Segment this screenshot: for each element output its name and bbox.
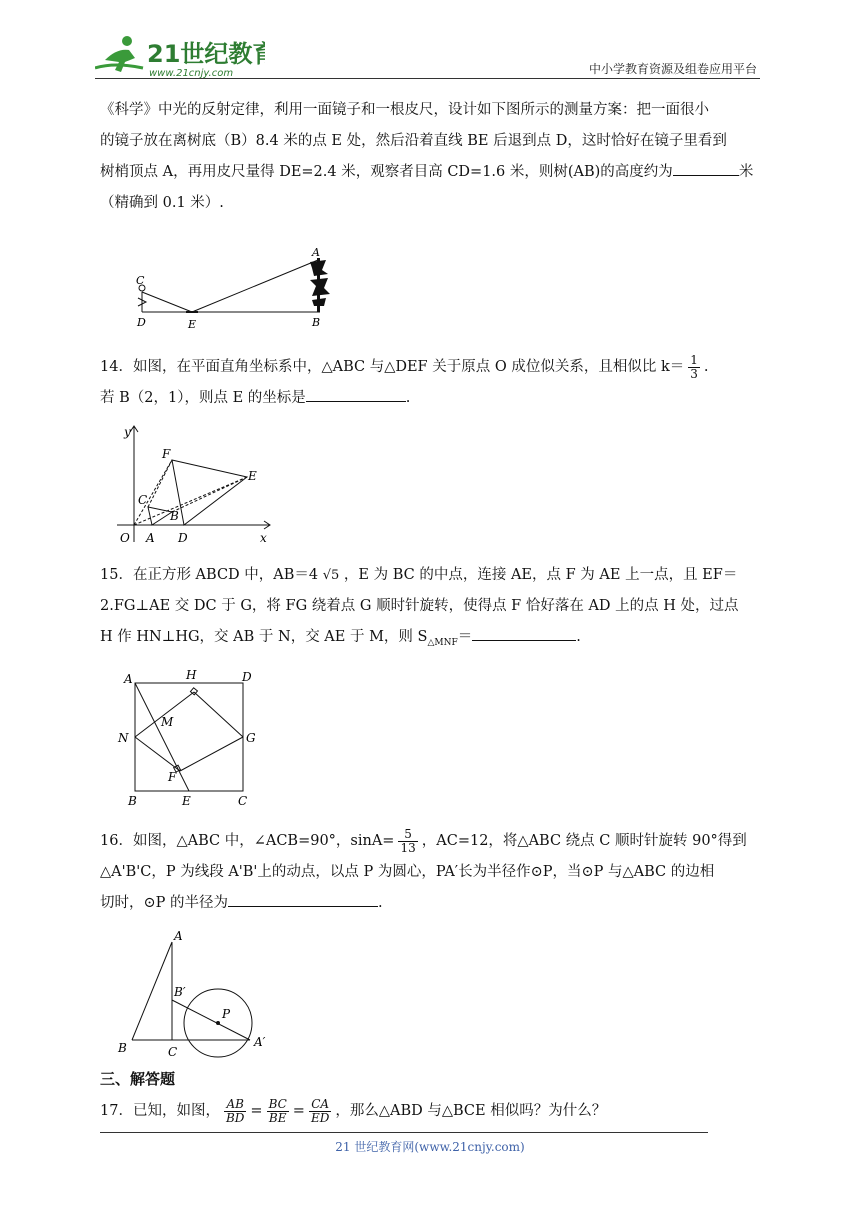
label-B: B bbox=[312, 316, 321, 329]
label-C: C bbox=[168, 1045, 178, 1059]
footer-divider bbox=[100, 1132, 708, 1133]
label-B-prime: B′ bbox=[174, 985, 186, 999]
logo-text: 21世纪教育 bbox=[147, 40, 265, 68]
label-G: G bbox=[246, 731, 256, 745]
q14-figure bbox=[112, 420, 277, 545]
section-title: 三、解答题 bbox=[100, 1070, 176, 1088]
frac-ab-bd bbox=[224, 1098, 246, 1125]
q13-line3-post: 米 bbox=[738, 164, 754, 180]
label-A: A bbox=[124, 672, 133, 686]
label-A: A bbox=[174, 930, 183, 943]
q13-answer-blank[interactable] bbox=[673, 161, 739, 176]
q14-line2-pre: 若 B（2，1），则点 E 的坐标是 bbox=[100, 390, 306, 406]
q14-line1-post: . bbox=[703, 359, 709, 375]
q15-line1 bbox=[100, 560, 760, 591]
k-den: 3 bbox=[690, 366, 698, 381]
q16-line1-post: ，AC=12，将△ABC 绕点 C 顺时针旋转 90°得到 bbox=[421, 833, 747, 849]
runner-icon bbox=[95, 36, 143, 72]
f1-num: AB bbox=[224, 1098, 246, 1112]
label-F: F bbox=[168, 770, 177, 784]
eq1: = bbox=[250, 1103, 263, 1119]
f2-den: BE bbox=[268, 1110, 287, 1125]
frac-bc-be bbox=[267, 1098, 289, 1125]
q13-line3 bbox=[100, 157, 760, 188]
label-D: D bbox=[178, 531, 188, 545]
label-E: E bbox=[182, 794, 191, 808]
q14-line2-post: . bbox=[405, 390, 411, 406]
q15-sub: △MNF bbox=[427, 637, 458, 648]
label-O: O bbox=[120, 531, 130, 545]
q16-line3 bbox=[100, 888, 760, 919]
q15-line3-pre: H 作 HN⊥HG，交 AB 于 N，交 AE 于 M，则 S bbox=[100, 629, 428, 645]
label-B: B bbox=[118, 1041, 127, 1055]
logo-sub: www.21cnjy.com bbox=[149, 68, 234, 79]
q13-line1: 《科学》中光的反射定律，利用一面镜子和一根皮尺，设计如下图所示的测量方案：把一面很小 bbox=[100, 102, 709, 118]
q17-line bbox=[100, 1094, 760, 1128]
label-E: E bbox=[188, 318, 197, 331]
q13-line3-pre: 树梢顶点 A，再用皮尺量得 DE=2.4 米，观察者目高 CD=1.6 米，则树(AB)的高度约为 bbox=[100, 164, 673, 180]
q16-text bbox=[100, 826, 760, 919]
q15-line1-post: ，E 为 BC 的中点，连接 AE，点 F 为 AE 上一点，且 EF＝ bbox=[343, 567, 738, 583]
q14-text bbox=[100, 352, 760, 414]
q15-line2: 2.FG⊥AE 交 DC 于 G，将 FG 绕着点 G 顺时针旋转，使得点 F 恰好落在 AD 上的点 H 处，过点 bbox=[100, 598, 739, 614]
tree-icon bbox=[310, 258, 330, 312]
q15-text bbox=[100, 560, 760, 659]
eq2: = bbox=[292, 1103, 305, 1119]
sin-den: 13 bbox=[400, 840, 416, 855]
f2-num: BC bbox=[268, 1096, 287, 1111]
q13-line2: 的镜子放在离树底（B）8.4 米的点 E 处，然后沿着直线 BE 后退到点 D，这时恰好在镜子里看到 bbox=[100, 133, 727, 149]
q15-line3-post: ＝ bbox=[457, 629, 473, 645]
q16-line3-post: . bbox=[378, 895, 383, 911]
label-D: D bbox=[242, 670, 252, 684]
q16-line1-pre: 16．如图，△ABC 中，∠ACB=90°，sinA= bbox=[100, 833, 395, 849]
site-logo bbox=[95, 32, 265, 80]
q15-line1-pre: 15．在正方形 ABCD 中，AB＝4 bbox=[100, 567, 319, 583]
label-D: D bbox=[137, 316, 146, 329]
q15-line3-end: . bbox=[576, 629, 581, 645]
label-M: M bbox=[161, 715, 174, 729]
label-N: N bbox=[118, 731, 129, 745]
f3-den: ED bbox=[310, 1110, 330, 1125]
sqrt-5: √5 bbox=[322, 568, 340, 583]
label-A-prime: A′ bbox=[254, 1035, 266, 1049]
label-C: C bbox=[238, 794, 248, 808]
q13-line4: （精确到 0.1 米）. bbox=[100, 195, 224, 211]
sin-num: 5 bbox=[398, 828, 417, 842]
q15-answer-blank[interactable] bbox=[472, 626, 576, 641]
label-C: C bbox=[136, 274, 145, 287]
q13-figure bbox=[130, 240, 340, 332]
label-P: P bbox=[222, 1007, 231, 1021]
q17-post: ，那么△ABD 与△BCE 相似吗？为什么？ bbox=[335, 1103, 607, 1119]
axis-label-y: y bbox=[124, 425, 131, 439]
frac-ca-ed bbox=[309, 1098, 331, 1125]
k-num: 1 bbox=[690, 352, 698, 367]
q14-line1 bbox=[100, 352, 760, 383]
header-divider bbox=[95, 78, 760, 79]
sin-fraction bbox=[398, 828, 417, 855]
q16-figure bbox=[112, 930, 282, 1060]
q16-answer-blank[interactable] bbox=[228, 892, 378, 907]
k-fraction bbox=[688, 354, 700, 381]
label-E: E bbox=[248, 469, 257, 483]
platform-name: 中小学教育资源及组卷应用平台 bbox=[588, 62, 757, 76]
q14-answer-blank[interactable] bbox=[306, 387, 406, 402]
q17-pre: 17．已知，如图， bbox=[100, 1103, 220, 1119]
q16-line1 bbox=[100, 826, 760, 857]
f3-num: CA bbox=[309, 1098, 331, 1112]
label-B: B bbox=[128, 794, 137, 808]
footer-text[interactable]: 21 世纪教育网(www.21cnjy.com) bbox=[335, 1140, 525, 1154]
label-C: C bbox=[138, 493, 148, 507]
label-H: H bbox=[186, 668, 197, 682]
q15-line3 bbox=[100, 622, 760, 659]
q17-text bbox=[100, 1094, 760, 1128]
q15-figure bbox=[112, 665, 262, 810]
label-A: A bbox=[312, 246, 320, 259]
axis-label-x: x bbox=[260, 531, 267, 545]
label-B: B bbox=[170, 509, 179, 523]
q16-line2: △A'B'C，P 为线段 A'B'上的动点，以点 P 为圆心，PA′长为半径作⊙P，当⊙P 与△ABC 的边相 bbox=[100, 864, 715, 880]
f1-den: BD bbox=[225, 1110, 245, 1125]
q13-text bbox=[100, 95, 760, 219]
q14-line1-pre: 14．如图，在平面直角坐标系中，△ABC 与△DEF 关于原点 O 成位似关系，且相似比 k＝ bbox=[100, 359, 685, 375]
q14-line2 bbox=[100, 383, 760, 414]
label-A: A bbox=[146, 531, 155, 545]
label-F: F bbox=[162, 447, 171, 461]
q16-line3-pre: 切时，⊙P 的半径为 bbox=[100, 895, 229, 911]
